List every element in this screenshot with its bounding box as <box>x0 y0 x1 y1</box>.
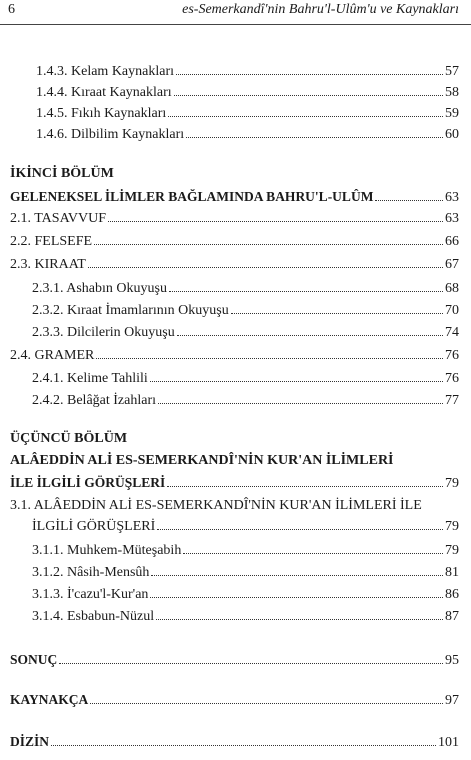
dot-leader <box>96 347 443 359</box>
section-3-1-title-line1: 3.1. ALÂEDDİN ALİ ES-SEMERKANDÎ'NİN KUR'AN İLİMLERİ İLE <box>10 498 422 513</box>
toc-entry-label: 1.4.6. Dilbilim Kaynakları <box>36 127 185 142</box>
toc-entry-label: 1.4.3. Kelam Kaynakları <box>36 64 175 79</box>
toc-entry-page: 68 <box>445 281 459 296</box>
toc-entry-label: 3.1.2. Nâsih-Mensûh <box>32 565 150 580</box>
toc-entry-label: DİZİN <box>10 734 50 749</box>
toc-entry[interactable] <box>36 84 459 102</box>
toc-entry-label: 2.3.1. Ashabın Okuyuşu <box>32 281 167 296</box>
running-title: es-Semerkandî'nin Bahru'l-Ulûm'u ve Kaynakları <box>182 2 459 17</box>
toc-entry[interactable] <box>32 518 459 536</box>
toc-entry-page: 79 <box>445 476 459 491</box>
toc-entry-page: 79 <box>445 519 459 534</box>
toc-entry[interactable] <box>10 733 459 752</box>
dot-leader <box>176 63 443 75</box>
dot-leader <box>158 392 443 404</box>
toc-entry-label: 2.4.2. Belâğat İzahları <box>32 393 157 408</box>
dot-leader <box>157 518 443 530</box>
dot-leader <box>150 586 443 598</box>
toc-entry-page: 77 <box>445 393 459 408</box>
toc-entry[interactable] <box>10 474 459 493</box>
dot-leader <box>156 608 443 620</box>
dot-leader <box>150 370 443 382</box>
toc-entry-page: 76 <box>445 348 459 363</box>
toc-entry-page: 97 <box>445 693 459 708</box>
dot-leader <box>151 564 443 576</box>
page-number: 6 <box>8 2 15 17</box>
toc-entry-page: 57 <box>445 64 459 79</box>
toc-entry-label: 2.4. GRAMER <box>10 348 95 363</box>
toc-entry[interactable] <box>10 256 459 274</box>
toc-entry[interactable] <box>32 392 459 410</box>
dot-leader <box>177 324 443 336</box>
toc-entry-label: GELENEKSEL İLİMLER BAĞLAMINDA BAHRU'L-ULÛM <box>10 189 374 204</box>
part-three-heading: ÜÇÜNCÜ BÖLÜM <box>10 431 128 446</box>
toc-entry-label: 1.4.4. Kıraat Kaynakları <box>36 85 172 100</box>
dot-leader <box>169 280 443 292</box>
toc-entry-label: 2.4.1. Kelime Tahlili <box>32 371 148 386</box>
toc-entry-page: 79 <box>445 543 459 558</box>
toc-entry-page: 59 <box>445 106 459 121</box>
toc-entry-page: 63 <box>445 190 459 205</box>
toc-entry[interactable] <box>32 542 459 560</box>
toc-entry-label: 3.1.3. İ'cazu'l-Kur'an <box>32 587 149 602</box>
toc-entry[interactable] <box>32 302 459 320</box>
toc-entry[interactable] <box>10 651 459 670</box>
toc-entry-label: 2.3.3. Dilcilerin Okuyuşu <box>32 325 175 340</box>
dot-leader <box>59 652 443 664</box>
dot-leader <box>108 210 443 222</box>
toc-entry[interactable] <box>10 188 459 207</box>
part-three-title-line1: ALÂEDDİN ALİ ES-SEMERKANDÎ'NİN KUR'AN İLİMLERİ <box>10 453 394 468</box>
dot-leader <box>88 256 443 268</box>
toc-entry-label: SONUÇ <box>10 652 58 667</box>
toc-entry[interactable] <box>32 608 459 626</box>
toc-entry[interactable] <box>36 126 459 144</box>
dot-leader <box>183 542 443 554</box>
toc-entry[interactable] <box>36 105 459 123</box>
toc-entry-label: İLGİLİ GÖRÜŞLERİ <box>32 519 156 534</box>
toc-entry[interactable] <box>32 564 459 582</box>
toc-entry-page: 60 <box>445 127 459 142</box>
toc-entry[interactable] <box>36 63 459 81</box>
dot-leader <box>231 302 443 314</box>
toc-entry-page: 87 <box>445 609 459 624</box>
dot-leader <box>375 189 443 201</box>
toc-entry-page: 74 <box>445 325 459 340</box>
toc-entry-label: 3.1.1. Muhkem-Müteşabih <box>32 543 182 558</box>
toc-entry-label: İLE İLGİLİ GÖRÜŞLERİ <box>10 475 166 490</box>
toc-entry-page: 66 <box>445 234 459 249</box>
dot-leader <box>51 734 436 746</box>
toc-entry-page: 63 <box>445 211 459 226</box>
toc-entry[interactable] <box>32 586 459 604</box>
toc-entry-label: 2.3.2. Kıraat İmamlarının Okuyuşu <box>32 303 229 318</box>
part-two-heading: İKİNCİ BÖLÜM <box>10 166 114 181</box>
toc-entry-page: 76 <box>445 371 459 386</box>
dot-leader <box>174 84 443 96</box>
toc-entry-page: 58 <box>445 85 459 100</box>
toc-entry[interactable] <box>32 324 459 342</box>
toc-entry[interactable] <box>10 347 459 365</box>
dot-leader <box>94 233 443 245</box>
toc-entry-label: 3.1.4. Esbabun-Nüzul <box>32 609 155 624</box>
dot-leader <box>90 692 443 704</box>
toc-entry-page: 101 <box>438 735 459 750</box>
page-header <box>0 0 471 25</box>
toc-entry-label: 2.3. KIRAAT <box>10 257 86 272</box>
toc-entry[interactable] <box>10 210 459 228</box>
toc-entry-page: 86 <box>445 587 459 602</box>
toc-entry-page: 70 <box>445 303 459 318</box>
toc-entry-label: 2.2. FELSEFE <box>10 234 93 249</box>
dot-leader <box>167 475 443 487</box>
toc-entry-label: KAYNAKÇA <box>10 692 89 707</box>
toc-entry-page: 81 <box>445 565 459 580</box>
toc-entry-page: 95 <box>445 653 459 668</box>
toc-entry-label: 2.1. TASAVVUF <box>10 211 106 226</box>
dot-leader <box>186 126 443 138</box>
toc-entry[interactable] <box>10 691 459 710</box>
toc-entry[interactable] <box>32 280 459 298</box>
toc-entry[interactable] <box>32 370 459 388</box>
dot-leader <box>168 105 443 117</box>
toc-entry-page: 67 <box>445 257 459 272</box>
toc-entry-label: 1.4.5. Fıkıh Kaynakları <box>36 106 167 121</box>
toc-entry[interactable] <box>10 233 459 251</box>
